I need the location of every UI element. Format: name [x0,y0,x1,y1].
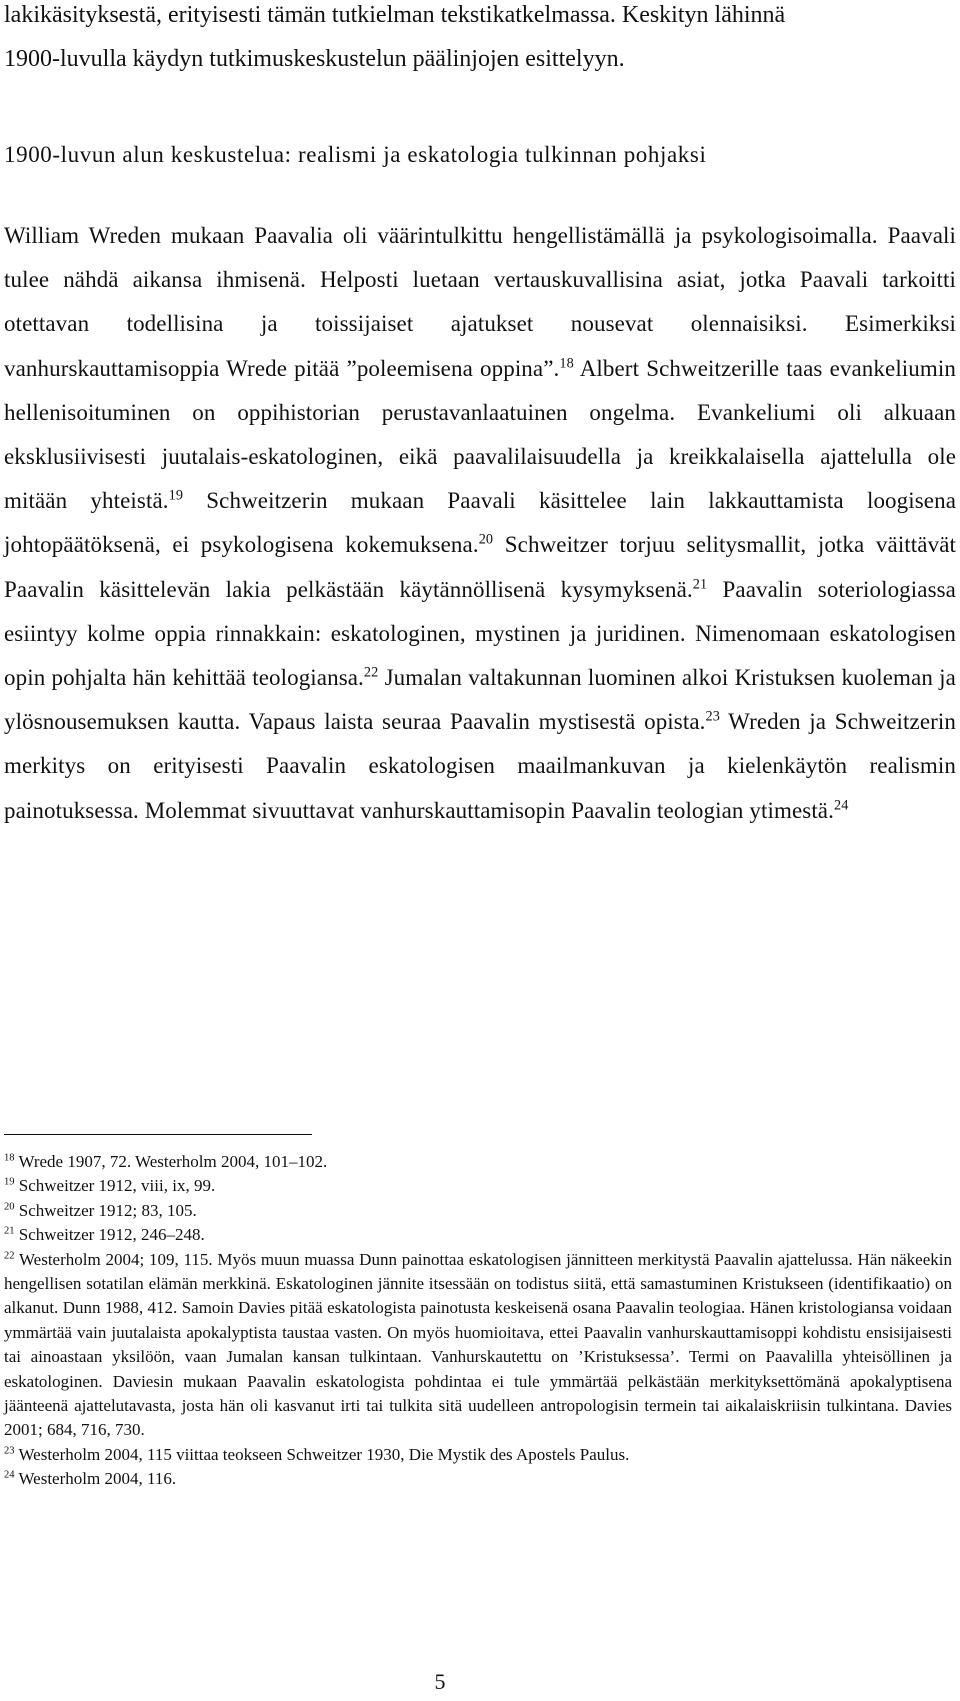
paragraph-text: Schweitzer torjuu selitysmallit, jotka väittävät Paavalin käsittelevän lakia pelkästään käytännöllisenä kysymyksenä. [4,532,956,602]
footnote-ref-23[interactable]: 23 [705,708,720,725]
paragraph-text: William Wreden mukaan Paavalia oli väärintulkittu hengellistämällä ja psykologisoimalla. Paavali tulee nähdä aikansa ihmisenä. Helposti luetaan vertauskuvallisina asiat, jotka Paavali tarkoitti otettavan todellisina ja toissijaiset ajatukset nousevat olennaisiksi. Esimerkiksi vanhurskauttamisoppia Wrede pitää ”poleemisena oppina”. [4,223,956,381]
footnote-22 [4,1248,952,1443]
footnote-23 [4,1443,952,1467]
footnote-21 [4,1223,952,1247]
paragraph-text: Albert Schweitzerille taas evankeliumin hellenisoituminen on oppihistorian perustavanlaatuinen ongelma. Evankeliumi oli alkuaan eksklusiivisesti juutalais-eskatologinen, eikä paavalilaisuudella ja kreikkalaisella ajattelulla ole mitään yhteistä. [4,355,956,514]
body-paragraph [4,214,956,833]
footnote-ref-19[interactable]: 19 [168,487,184,504]
footnote-ref-18[interactable]: 18 [559,354,574,371]
page-number: 5 [434,1669,446,1694]
footnote-text: Schweitzer 1912; 83, 105. [14,1200,197,1220]
footnote-number: 23 [4,1445,15,1457]
footnote-24 [4,1467,952,1491]
footnote-text: Westerholm 2004, 116. [14,1469,177,1489]
footnote-19 [4,1174,952,1198]
paragraph-text: Paavalin soteriologiassa esiintyy kolme oppia rinnakkain: eskatologinen, mystinen ja juridinen. Nimenomaan eskatologisen opin pohjalta hän kehittää teologiansa. [4,576,956,691]
footnote-18 [4,1150,952,1174]
paragraph-text: Jumalan valtakunnan luominen alkoi Kristuksen kuoleman ja ylösnousemuksen kautta. Vapaus laista seuraa Paavalin mystisestä opista. [4,665,956,735]
intro-line-1: lakikäsityksestä, erityisesti tämän tutkielman tekstikatkelmassa. Keskityn lähinnä [4,2,786,28]
paragraph-text: Wreden ja Schweitzerin merkitys on erityisesti Paavalin eskatologisen maailmankuvan ja kielenkäytön realismin painotuksessa. Molemmat sivuuttavat vanhurskauttamisopin Paavalin teologian ytimestä. [4,709,956,823]
footnote-number: 18 [4,1152,15,1164]
section-heading: 1900-luvun alun keskustelua: realismi ja eskatologia tulkinnan pohjaksi [4,142,707,167]
footnote-text: Schweitzer 1912, viii, ix, 99. [14,1176,216,1196]
footnote-text: Westerholm 2004; 109, 115. Myös muun muassa Dunn painottaa eskatologisen jännitteen merkitystä Paavalin ajattelussa. Hän näkeekin hengellisen sotatilan elämän merkkinä. Eskatologinen jännite itsessään on todistus siitä, että samastuminen Kristukseen (identifikaatio) on alkanut. Dunn 1988, 412. Samoin Davies pitää eskatologista painotusta keskeisenä osana Paavalin teologiaa. Hänen kristologiansa voidaan ymmärtää vain juutalaista apokalyptista taustaa vasten. On myös huomioitava, ettei Paavalin vanhurskauttamisoppi kohdistu ensisijaisesti tai ainoastaan yksilöön, vaan Jumalan kansan tulkintaan. Vanhurskautettu on ’Kristuksessa’. Termi on Paavalilla yhteisöllinen ja eskatologinen. Daviesin mukaan Paavalin eskatologista pohdintaa ei tule ymmärtää pelkästään merkityksettömänä apokalyptisena jäänteenä ajattelutavasta, josta hän oli kasvanut irti tai tulkita sitä uudelleen antropologisin termein tai aikalaiskriisin tulkintana. Davies 2001; 684, 716, 730. [4,1249,952,1440]
footnotes [4,1150,952,1492]
footnote-20 [4,1199,952,1223]
footnote-number: 19 [4,1176,15,1188]
footnote-number: 22 [4,1249,15,1261]
intro-line-2: 1900-luvulla käydyn tutkimuskeskustelun päälinjojen esittelyyn. [4,46,625,72]
footnote-ref-22[interactable]: 22 [363,664,379,681]
footnote-text: Westerholm 2004, 115 viittaa teokseen Schweitzer 1930, Die Mystik des Apostels Paulus. [14,1444,630,1464]
footnote-text: Wrede 1907, 72. Westerholm 2004, 101–102. [14,1152,328,1171]
footnote-number: 21 [4,1225,15,1237]
footnote-ref-24[interactable]: 24 [833,796,849,813]
footnote-ref-20[interactable]: 20 [478,531,494,548]
footnote-separator [4,1134,312,1135]
footnote-number: 20 [4,1201,15,1213]
footnote-number: 24 [4,1469,15,1481]
footnote-text: Schweitzer 1912, 246–248. [14,1225,205,1245]
paragraph-text: Schweitzerin mukaan Paavali käsittelee lain lakkauttamista loogisena johtopäätöksenä, ei psykologisena kokemuksena. [4,488,956,558]
footnote-ref-21[interactable]: 21 [692,575,708,592]
